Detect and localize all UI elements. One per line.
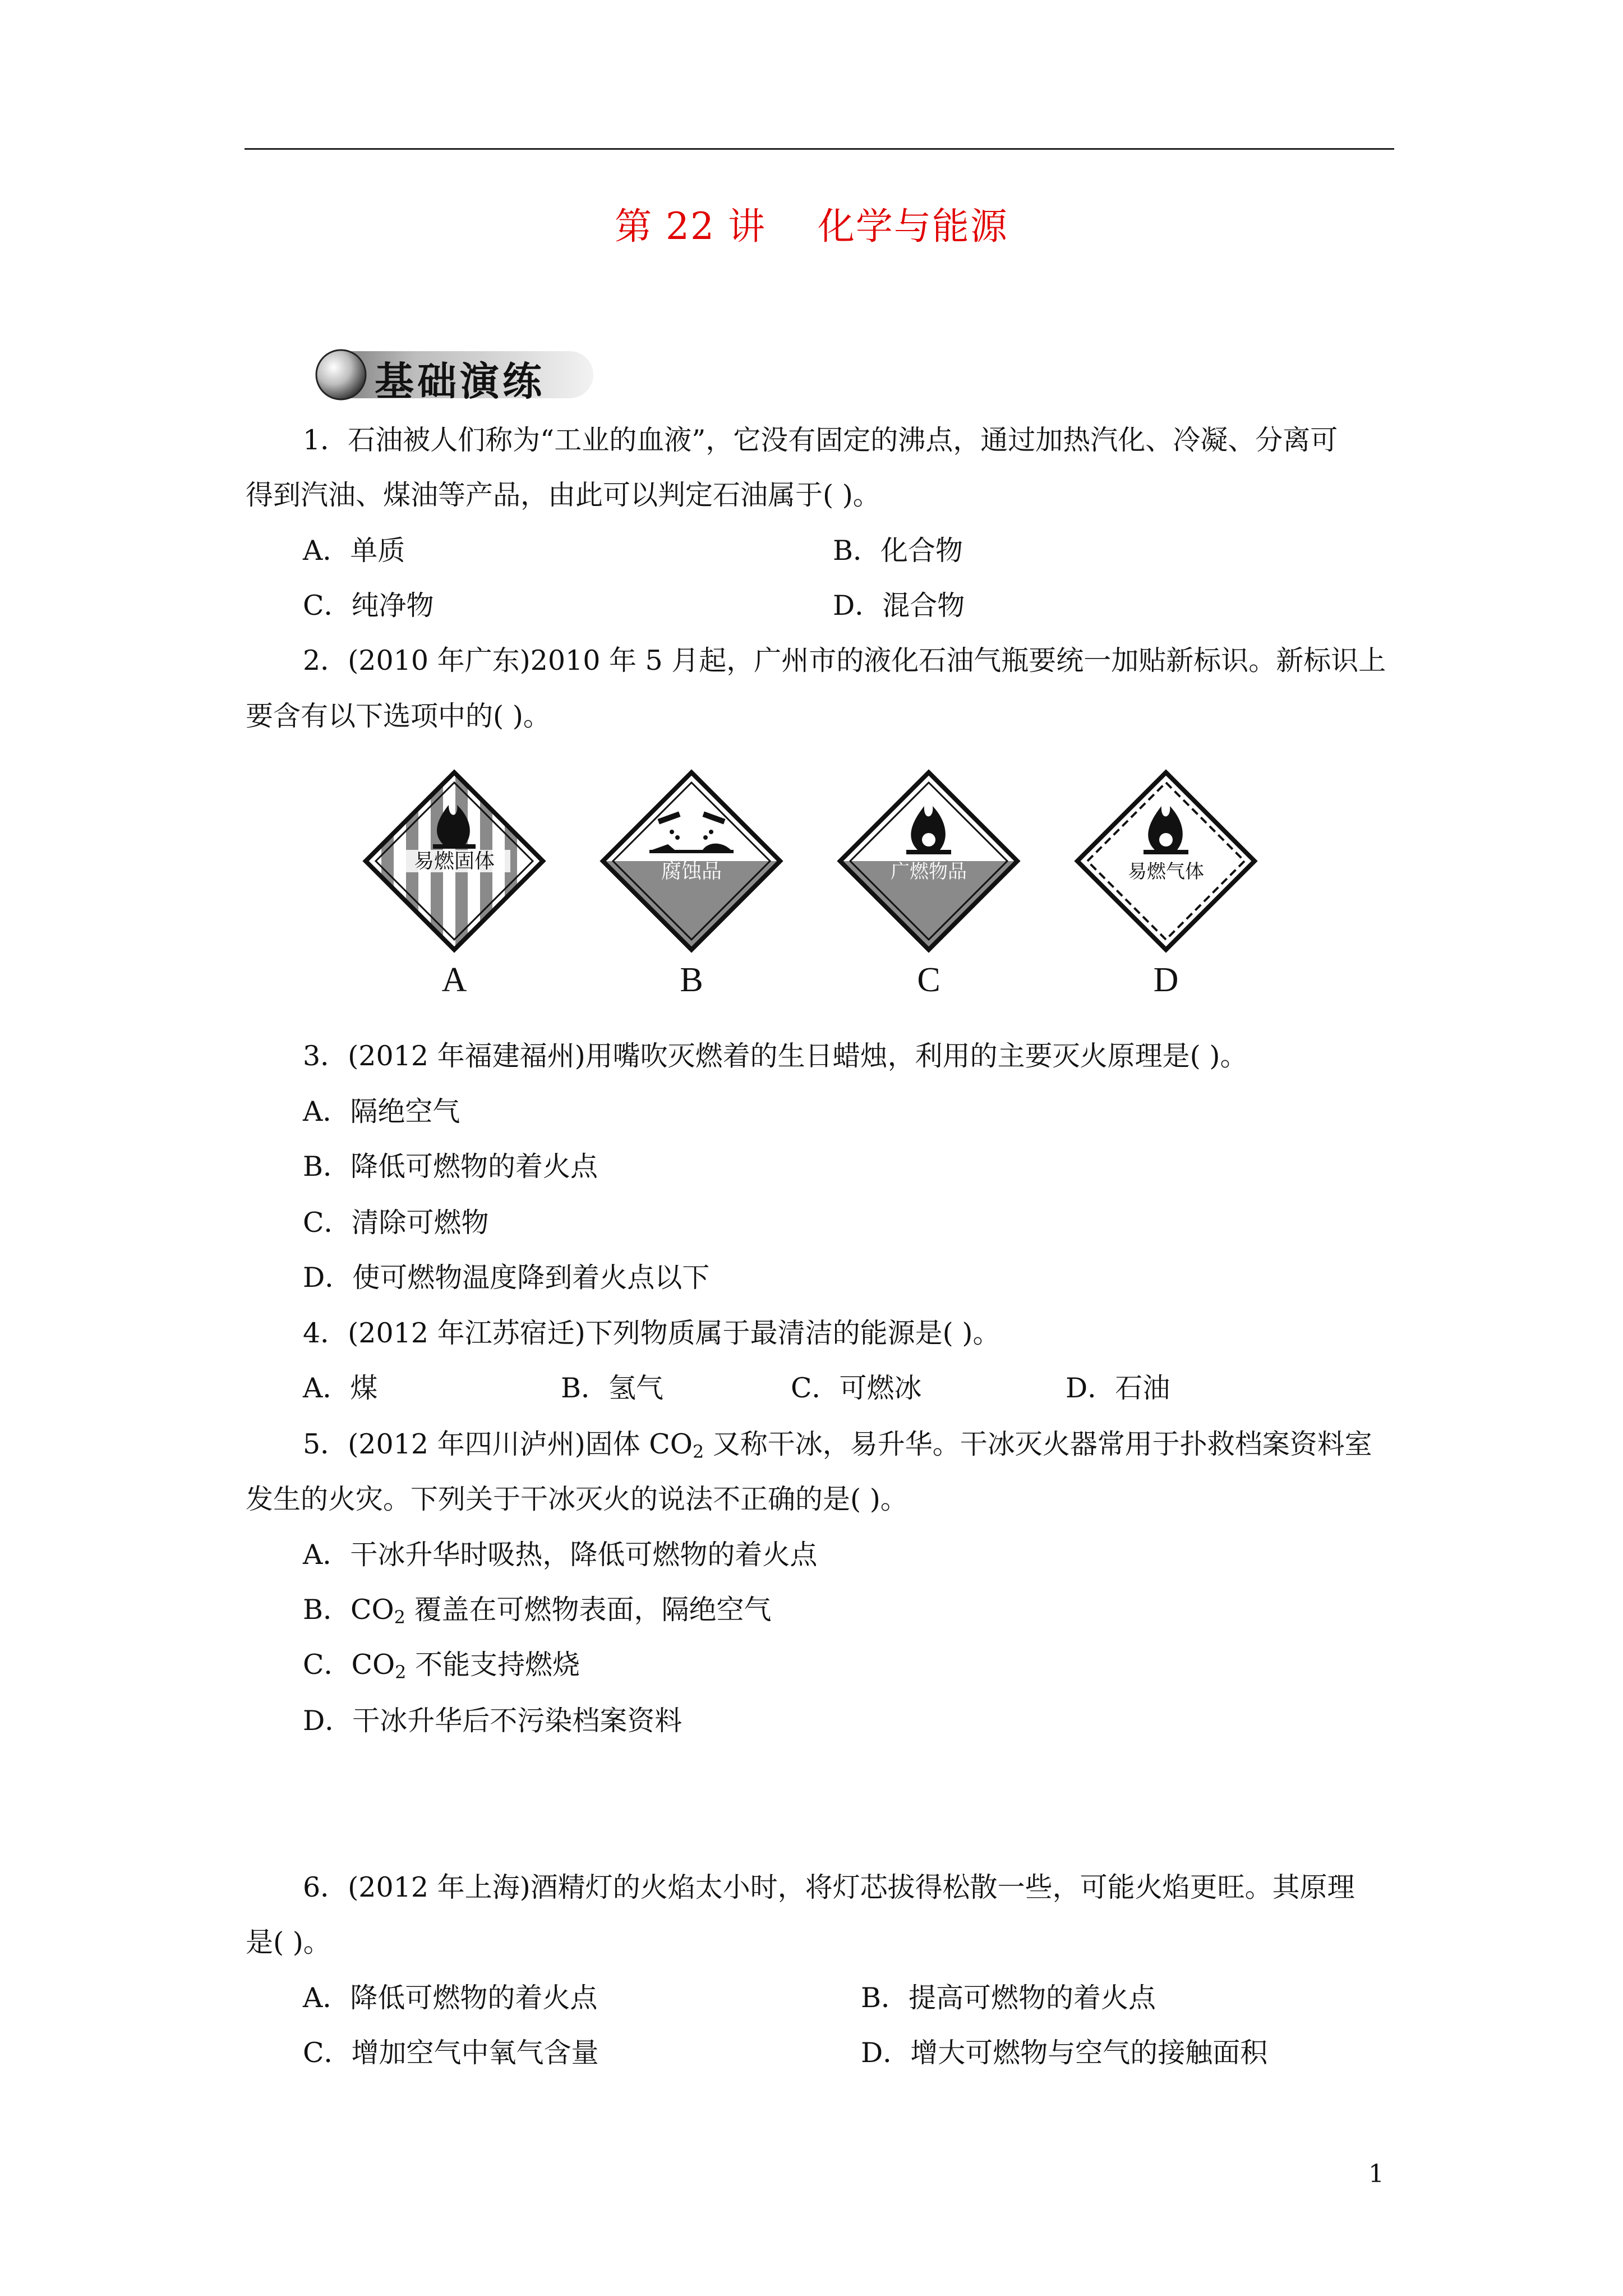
q5-stem-line2: 发生的火灾。下列关于干冰灭火的说法不正确的是( )。 — [246, 1483, 908, 1515]
q5-option-a: A．干冰升华时吸热，降低可燃物的着火点 — [303, 1539, 818, 1571]
page-title: 第 22 讲 化学与能源 — [615, 205, 1008, 248]
hazard-sign-d — [1071, 766, 1261, 956]
sign-letter-c: C — [917, 961, 940, 999]
q1-option-c: C．纯净物 — [303, 590, 434, 622]
q3-option-c: C．清除可燃物 — [303, 1207, 489, 1239]
sign-label: 易燃气体 — [1128, 861, 1204, 883]
q5-option-c: C．$CO_2$ 不能支持燃烧 — [303, 1649, 580, 1683]
q4-option-d: D．石油 — [1066, 1372, 1170, 1404]
q4-option-c: C．可燃冰 — [791, 1372, 922, 1404]
sign-letter-d: D — [1153, 961, 1179, 999]
sign-label: 易燃固体 — [413, 850, 495, 873]
header-rule — [245, 148, 1394, 150]
hazard-sign-b — [596, 766, 787, 956]
sign-label: 广燃物品 — [891, 861, 967, 883]
q3-option-b: B．降低可燃物的着火点 — [303, 1151, 598, 1182]
q1-option-d: D．混合物 — [833, 590, 965, 622]
q6-option-a: A．降低可燃物的着火点 — [303, 1982, 598, 2014]
q3-option-a: A．隔绝空气 — [303, 1096, 460, 1128]
q1-option-a: A．单质 — [303, 535, 405, 567]
q5-stem-line1: 5．(2012 年四川泸州)固体 $CO_2$ 又称干冰，易升华。干冰灭火器常用于扑救档案资料室 — [303, 1428, 1372, 1462]
q5-option-d: D．干冰升华后不污染档案资料 — [303, 1705, 683, 1737]
page-number: 1 — [1368, 2160, 1384, 2188]
q6-option-d: D．增大可燃物与空气的接触面积 — [861, 2037, 1268, 2069]
q6-stem-line2: 是( )。 — [246, 1926, 331, 1958]
hazard-sign-c — [833, 766, 1024, 956]
q1-stem-line1: 1．石油被人们称为“工业的血液”，它没有固定的沸点，通过加热汽化、冷凝、分离可 — [303, 424, 1338, 456]
q4-option-b: B．氢气 — [561, 1372, 664, 1404]
q1-option-b: B．化合物 — [833, 535, 963, 567]
sign-letter-a: A — [441, 961, 467, 999]
q4-stem: 4．(2012 年江苏宿迁)下列物质属于最清洁的能源是( )。 — [303, 1317, 1000, 1349]
q5-option-b: B．$CO_2$ 覆盖在可燃物表面，隔绝空气 — [303, 1594, 772, 1628]
section-title: 基础演练 — [375, 358, 545, 404]
q6-option-b: B．提高可燃物的着火点 — [861, 1982, 1156, 2014]
sign-label: 腐蚀品 — [661, 860, 722, 883]
q6-stem-line1: 6．(2012 年上海)酒精灯的火焰太小时，将灯芯拔得松散一些，可能火焰更旺。其原理 — [303, 1871, 1355, 1903]
q3-option-d: D．使可燃物温度降到着火点以下 — [303, 1262, 710, 1294]
sign-letter-b: B — [680, 961, 703, 999]
q4-option-a: A．煤 — [303, 1372, 378, 1404]
section-banner — [307, 343, 599, 405]
q1-stem-line2: 得到汽油、煤油等产品，由此可以判定石油属于( )。 — [246, 479, 880, 511]
q2-stem-line1: 2．(2010 年广东)2010 年 5 月起，广州市的液化石油气瓶要统一加贴新标识。新标识上 — [303, 645, 1386, 677]
q2-stem-line2: 要含有以下选项中的( )。 — [246, 700, 551, 732]
q3-stem: 3．(2012 年福建福州)用嘴吹灭燃着的生日蜡烛，利用的主要灭火原理是( )。 — [303, 1040, 1248, 1072]
q6-option-c: C．增加空气中氧气含量 — [303, 2037, 599, 2069]
hazard-sign-a — [359, 766, 550, 956]
